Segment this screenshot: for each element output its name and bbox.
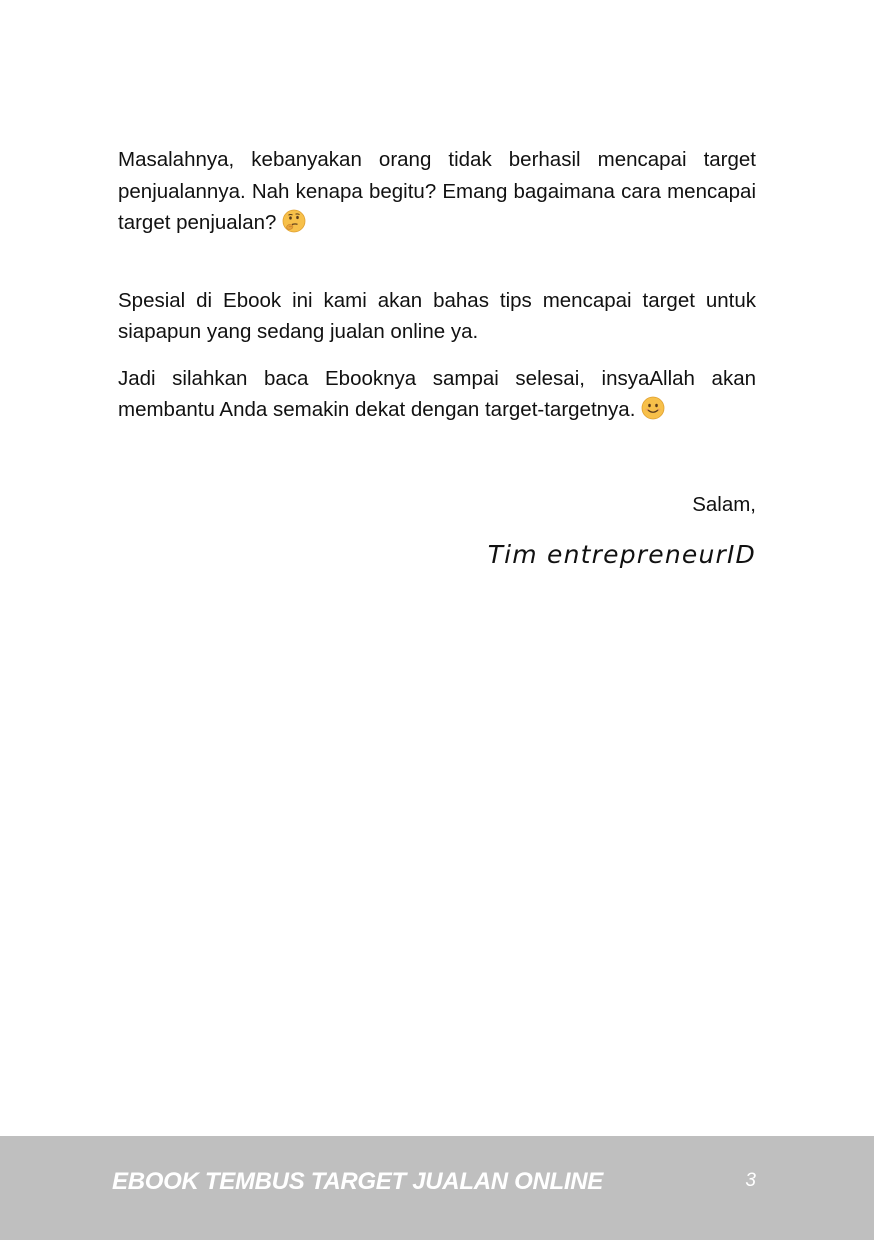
page-content (118, 144, 756, 426)
smiling-face-icon (641, 396, 665, 420)
paragraph-problem (118, 144, 756, 239)
page-number: 3 (745, 1170, 756, 1191)
thinking-face-icon (282, 209, 306, 233)
paragraph-invitation (118, 363, 756, 426)
footer-title: EBOOK TEMBUS TARGET JUALAN ONLINE (112, 1168, 603, 1195)
paragraph-invitation-text: Jadi silahkan baca Ebooknya sampai selesai, insyaAllah akan membantu Anda semakin dekat dengan target-targetnya. (118, 366, 756, 421)
closing-greeting: Salam, (692, 493, 756, 516)
signature: Tim entrepreneurID (487, 540, 756, 569)
paragraph-special: Spesial di Ebook ini kami akan bahas tips mencapai target untuk siapapun yang sedang jualan online ya. (118, 288, 756, 343)
paragraph-problem-text: Masalahnya, kebanyakan orang tidak berhasil mencapai target penjualannya. Nah kenapa begitu? Emang bagaimana cara mencapai target penjualan? (118, 148, 756, 234)
page-footer (0, 1136, 874, 1240)
